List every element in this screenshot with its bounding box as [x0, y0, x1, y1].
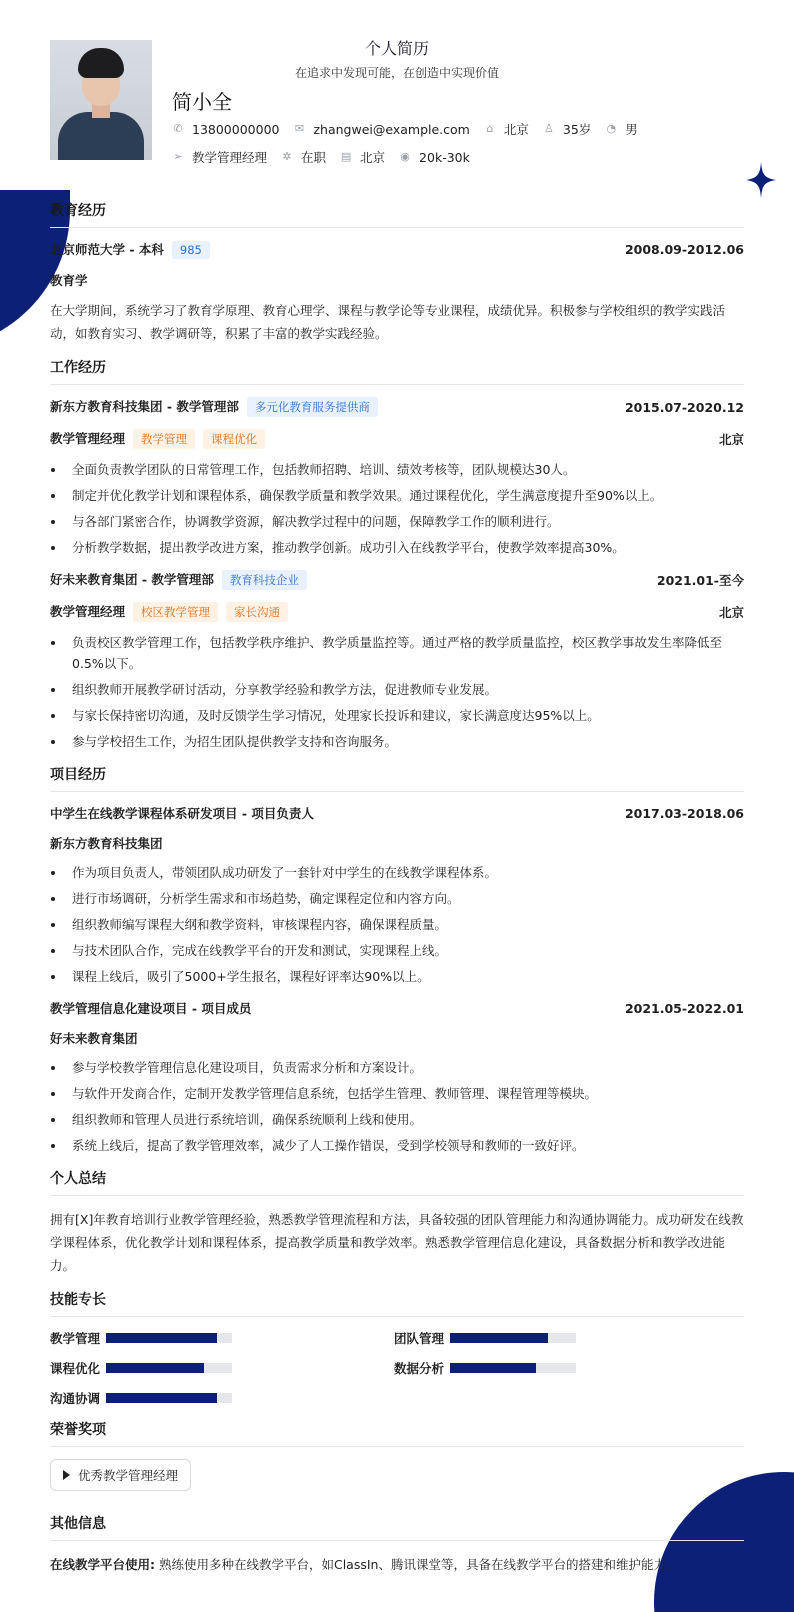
project-title: 教学管理信息化建设项目 - 项目成员 [50, 1001, 252, 1016]
work-bullets [50, 632, 744, 752]
major: 教育学 [50, 273, 88, 288]
section-title: 技能专长 [50, 1289, 744, 1317]
list-item: 课程上线后，吸引了5000+学生报名，课程好评率达90%以上。 [50, 966, 744, 987]
list-item: 进行市场调研，分析学生需求和市场趋势，确定课程定位和内容方向。 [50, 888, 744, 909]
project-period: 2017.03-2018.06 [624, 805, 744, 821]
skill-tag: 课程优化 [203, 429, 265, 449]
list-item: 参与学校教学管理信息化建设项目，负责需求分析和方案设计。 [50, 1057, 744, 1078]
motto: 在追求中发现可能，在创造中实现价值 [294, 66, 499, 80]
other-text: 熟练使用多种在线教学平台，如ClassIn、腾讯课堂等，具备在线教学平台的搭建和维护能力。 [158, 1557, 679, 1572]
skill-bar-fill [106, 1393, 217, 1403]
awards-section [50, 1419, 744, 1503]
summary-section [50, 1168, 744, 1277]
skill-name: 教学管理 [50, 1331, 101, 1346]
skill-bar [450, 1363, 576, 1373]
company-name: 好未来教育集团 - 教学管理部 [50, 572, 214, 587]
list-item: 与家长保持密切沟通，及时反馈学生学习情况，处理家长投诉和建议，家长满意度达95%以上。 [50, 705, 744, 726]
skill-item [50, 1389, 394, 1407]
sparkle-icon [746, 162, 776, 198]
list-item: 制定并优化教学计划和课程体系，确保教学质量和教学效果。通过课程优化，学生满意度提升至90%以上。 [50, 485, 744, 506]
project-title: 中学生在线教学课程体系研发项目 - 项目负责人 [50, 806, 314, 821]
skill-name: 课程优化 [50, 1361, 101, 1376]
list-item: 组织教师开展教学研讨活动，分享教学经验和教学方法，促进教师专业发展。 [50, 679, 744, 700]
list-item: 作为项目负责人，带领团队成功研发了一套针对中学生的在线教学课程体系。 [50, 862, 744, 883]
project-bullets [50, 1057, 744, 1156]
resume-header [50, 0, 744, 190]
status-icon: ✲ [282, 150, 292, 163]
age-icon: ♙ [543, 122, 554, 135]
skill-bar-fill [106, 1363, 204, 1373]
award-badge [50, 1459, 191, 1491]
salary-value: 20k-30k [419, 149, 470, 165]
school-tag: 985 [172, 241, 210, 259]
skill-item [50, 1359, 394, 1377]
list-item: 系统上线后，提高了教学管理效率，减少了人工操作错误，受到学校领导和教师的一致好评。 [50, 1135, 744, 1156]
city-value: 北京 [503, 122, 529, 137]
list-item: 分析教学数据，提出教学改进方案，推动教学创新。成功引入在线教学平台，使教学效率提高30%。 [50, 537, 744, 558]
skill-tag: 教学管理 [133, 429, 195, 449]
skill-name: 沟通协调 [50, 1391, 101, 1406]
role: 教学管理经理 [50, 431, 126, 446]
section-title: 个人总结 [50, 1168, 744, 1196]
age-value: 35岁 [562, 122, 592, 137]
skill-item [394, 1329, 744, 1347]
list-item: 与软件开发商合作，定制开发教学管理信息系统，包括学生管理、教师管理、课程管理等模块。 [50, 1083, 744, 1104]
other-section [50, 1513, 744, 1576]
project-period: 2021.05-2022.01 [624, 1000, 744, 1016]
target-position: 教学管理经理 [192, 150, 268, 165]
work-period: 2021.01-至今 [656, 573, 744, 588]
skills-section [50, 1289, 744, 1407]
skill-bar-fill [450, 1363, 536, 1373]
education-description: 在大学期间，系统学习了教育学原理、教育心理学、课程与教学论等专业课程，成绩优异。积极参与学校组织的教学实践活动，如教育实习、教学调研等，积累了丰富的教学实践经验。 [50, 303, 726, 341]
list-item: 全面负责教学团队的日常管理工作，包括教师招聘、培训、绩效考核等，团队规模达30人。 [50, 459, 744, 480]
project-entry-header [50, 804, 744, 822]
skill-tag: 校区教学管理 [133, 602, 218, 622]
other-info [50, 1553, 744, 1576]
project-org: 好未来教育集团 [50, 1031, 138, 1046]
target-city: 北京 [360, 150, 386, 165]
education-entry-header [50, 240, 744, 259]
project-entry-header [50, 999, 744, 1017]
job-intent-row [172, 148, 484, 166]
section-title: 荣誉奖项 [50, 1419, 744, 1447]
project-org: 新东方教育科技集团 [50, 836, 163, 851]
section-title: 项目经历 [50, 764, 744, 792]
candidate-name: 简小全 [172, 90, 232, 114]
work-bullets [50, 459, 744, 558]
phone-icon: ✆ [173, 122, 183, 135]
school-name: 北京师范大学 - 本科 [50, 242, 164, 257]
job-status: 在职 [301, 150, 327, 165]
skill-bar [450, 1333, 576, 1343]
list-item: 负责校区教学管理工作，包括教学秩序维护、教学质量监控等。通过严格的教学质量监控，校区教学事故发生率降低至0.5%以下。 [50, 632, 744, 674]
section-title: 教育经历 [50, 200, 744, 228]
skill-bar [106, 1333, 232, 1343]
projects-section [50, 764, 744, 1156]
skill-bar [106, 1393, 232, 1403]
company-name: 新东方教育科技集团 - 教学管理部 [50, 399, 239, 414]
document-title: 个人简历 [364, 39, 429, 58]
education-section [50, 200, 744, 345]
list-item: 参与学校招生工作，为招生团队提供教学支持和咨询服务。 [50, 731, 744, 752]
work-entry-header [50, 570, 744, 590]
list-item: 组织教师和管理人员进行系统培训，确保系统顺利上线和使用。 [50, 1109, 744, 1130]
project-bullets [50, 862, 744, 987]
phone-value: 13800000000 [192, 121, 280, 137]
skill-item [50, 1329, 394, 1347]
skill-bar-fill [106, 1333, 217, 1343]
list-item: 组织教师编写课程大纲和教学资料，审核课程内容，确保课程质量。 [50, 914, 744, 935]
work-location: 北京 [718, 605, 744, 620]
salary-icon: ◉ [400, 150, 410, 163]
work-section [50, 357, 744, 752]
skill-name: 团队管理 [394, 1331, 445, 1346]
work-role-row [50, 602, 744, 622]
skill-tag: 家长沟通 [226, 602, 288, 622]
email-value: zhangwei@example.com [313, 121, 470, 137]
list-item: 与技术团队合作，完成在线教学平台的开发和测试，实现课程上线。 [50, 940, 744, 961]
award-name: 优秀教学管理经理 [78, 1468, 179, 1483]
gender-icon: ◔ [606, 122, 617, 135]
skill-name: 数据分析 [394, 1361, 445, 1376]
other-label: 在线教学平台使用: [50, 1557, 155, 1572]
role: 教学管理经理 [50, 604, 126, 619]
work-entry-header [50, 397, 744, 417]
location-icon: ⌂ [486, 122, 494, 135]
section-title: 其他信息 [50, 1513, 744, 1541]
gender-value: 男 [625, 122, 638, 137]
skill-item [394, 1359, 744, 1377]
summary-text: 拥有[X]年教育培训行业教学管理经验，熟悉教学管理流程和方法，具备较强的团队管理能力和沟通协调能力。成功研发在线教学课程体系，优化教学计划和课程体系，提高教学质量和教学效率。熟悉教学管理信息化建设，具备数据分析和教学改进能力。 [50, 1212, 744, 1273]
contact-row [172, 120, 652, 138]
play-icon [63, 1470, 70, 1480]
list-item: 与各部门紧密合作，协调教学资源，解决教学过程中的问题，保障教学工作的顺利进行。 [50, 511, 744, 532]
work-location: 北京 [718, 432, 744, 447]
skill-bar-fill [450, 1333, 548, 1343]
work-role-row [50, 429, 744, 449]
building-icon: ▤ [340, 150, 352, 163]
work-period: 2015.07-2020.12 [624, 399, 744, 415]
email-icon: ✉ [294, 122, 305, 135]
send-icon: ➢ [173, 150, 183, 163]
company-tag: 多元化教育服务提供商 [247, 397, 378, 417]
section-title: 工作经历 [50, 357, 744, 385]
company-tag: 教育科技企业 [222, 570, 307, 590]
skills-grid [50, 1329, 744, 1407]
education-period: 2008.09-2012.06 [624, 242, 744, 257]
skill-bar [106, 1363, 232, 1373]
